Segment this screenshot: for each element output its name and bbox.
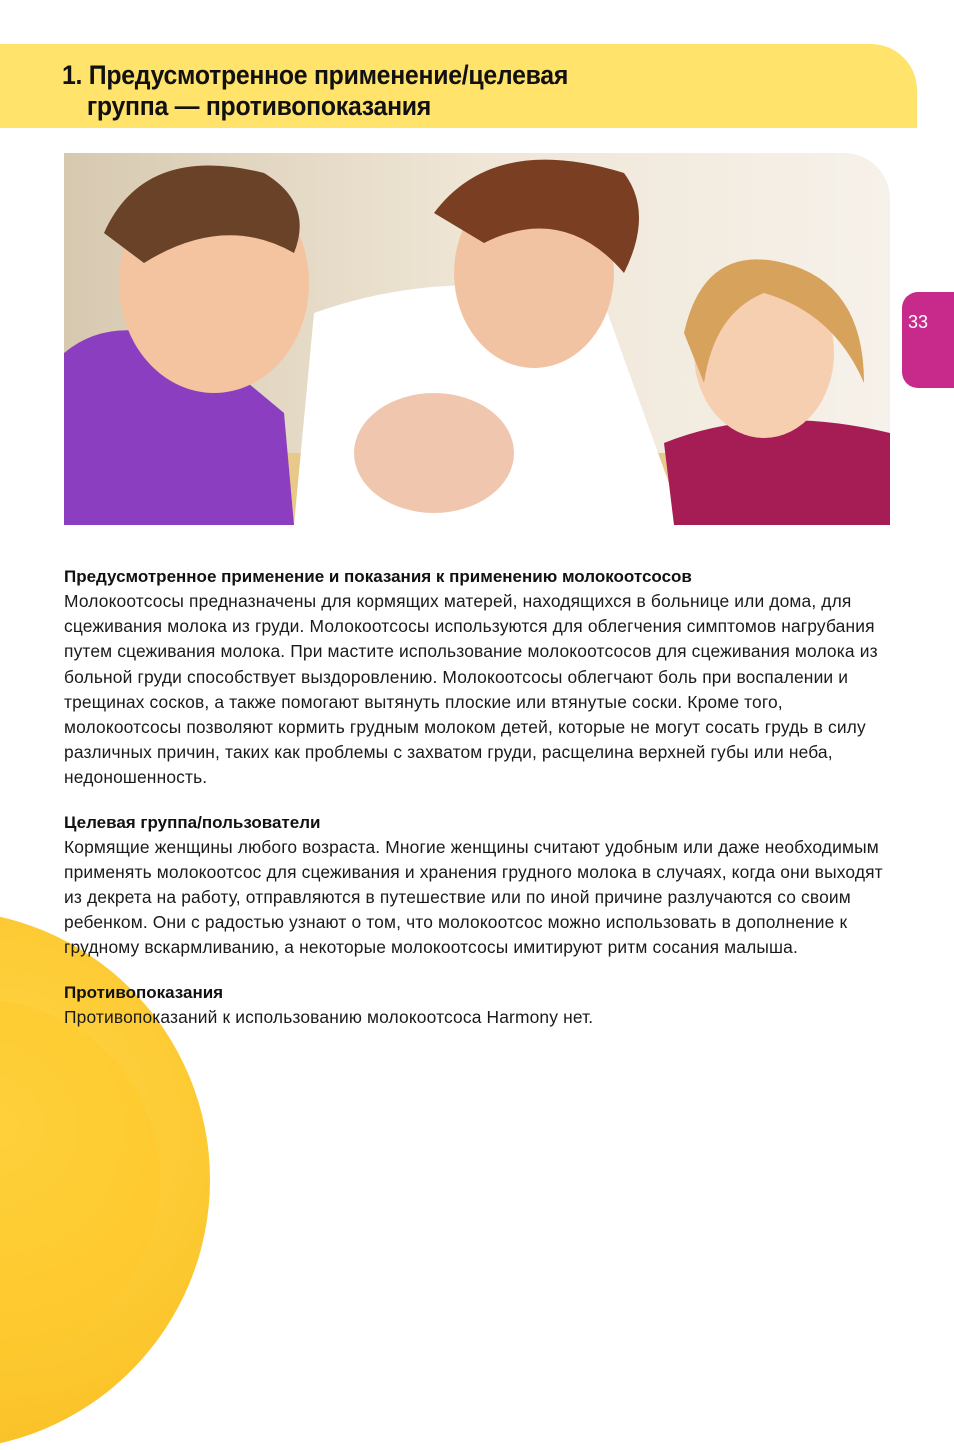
section-intended-use	[64, 564, 904, 791]
page-number: 33	[908, 312, 929, 332]
section-body: Кормящие женщины любого возраста. Многие женщины считают удобным или даже необходимым применять молокоотсос для сцеживания и хранения грудного молока в случаях, когда они выходят из декрета на работу, отправляются в путешествие или по иной причине разлучаются со своим ребенком. Они с радостью узнают о том, что молокоотсос можно использовать в дополнение к грудному вскармливанию, а некоторые молокоотсосы имитируют ритм сосания малыша.	[64, 836, 883, 958]
content	[64, 564, 904, 1049]
title-line-2: группа — противопоказания	[86, 91, 432, 121]
section-body: Молокоотсосы предназначены для кормящих матерей, находящихся в больнице или дома, для сцеживания молока из груди. Молокоотсосы используются для облегчения симптомов нагрубания путем сцеживания молока. При мастите использование молокоотсосов для сцеживания молока из больной груди способствует выздоровлению. Молокоотсосы облегчают боль при воспалении и трещинах сосков, а также помогают вытянуть плоские или втянутые соски. Кроме того, молокоотсосы позволяют кормить грудным молоком детей, которые не могут сосать грудь в силу различных причин, таких как проблемы с захватом груди, расщелина верхней губы или неба, недоношенность.	[64, 591, 878, 788]
family-photo-illustration	[64, 153, 890, 525]
family-photo	[64, 153, 890, 525]
section-contraindications	[64, 980, 904, 1030]
section-heading: Противопоказания	[64, 982, 224, 1002]
section-heading: Целевая группа/пользователи	[64, 812, 321, 832]
title-line-1: 1. Предусмотренное применение/целевая	[62, 60, 569, 90]
section-target-group	[64, 810, 904, 961]
section-heading: Предусмотренное применение и показания к применению молокоотсосов	[64, 567, 692, 586]
page-title	[62, 60, 568, 122]
page-tab	[902, 292, 954, 388]
section-body: Противопоказаний к использованию молокоотсоса Harmony нет.	[64, 1006, 594, 1027]
